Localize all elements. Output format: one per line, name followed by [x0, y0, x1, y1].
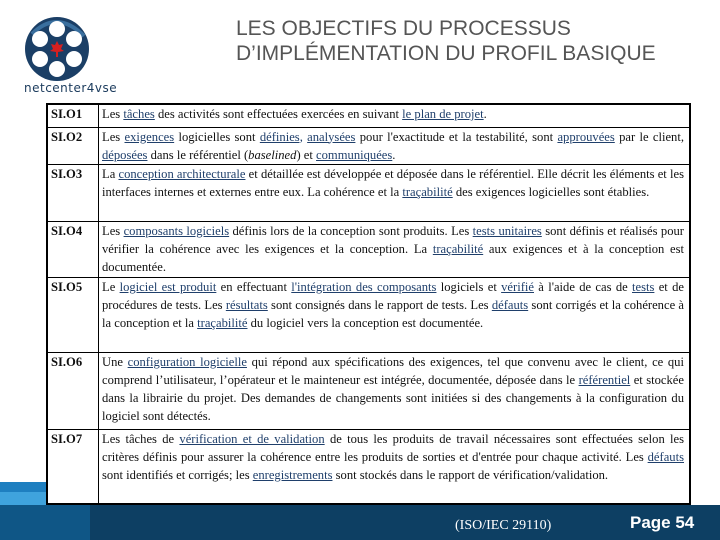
term-link[interactable]: logiciel est produit	[119, 279, 217, 294]
term-link[interactable]: vérification et de validation	[179, 431, 325, 446]
text-segment: définis lors de la conception sont produits. Les	[229, 223, 473, 238]
term-link[interactable]: défauts	[647, 449, 684, 464]
footer-standard: (ISO/IEC 29110)	[455, 518, 552, 533]
text-segment: et stockée dans la librairie du projet. Des demandes de changements sont initiées si des changements à la configuration du logiciel sont détectés.	[102, 372, 684, 423]
logo-text: netcenter4vse	[24, 81, 118, 95]
text-segment: .	[483, 107, 487, 121]
text-segment: baselined	[248, 147, 297, 162]
netcenter-logo-icon	[22, 14, 92, 84]
text-segment: .	[392, 147, 396, 162]
objective-id: SI.O2	[47, 127, 99, 164]
term-link[interactable]: approuvées	[557, 129, 615, 144]
text-segment: Le	[102, 279, 120, 294]
text-segment: sont identifiés et corrigés; les	[102, 467, 253, 482]
text-segment: sont stockés dans le rapport de vérification/validation.	[332, 467, 609, 482]
term-link[interactable]: résultats	[225, 297, 268, 312]
table-row	[47, 221, 690, 277]
term-link[interactable]: défauts	[491, 297, 529, 312]
table-row	[47, 104, 690, 127]
term-link[interactable]: traçabilité	[197, 315, 248, 330]
text-segment: pour l'exactitude et la testabilité, sont	[355, 129, 558, 144]
term-link[interactable]: référentiel	[578, 372, 631, 387]
objective-text	[99, 429, 691, 504]
objective-text	[99, 127, 691, 164]
table-row	[47, 277, 690, 352]
term-link[interactable]: le plan de projet	[402, 107, 484, 121]
term-link[interactable]: composants logiciels	[123, 223, 230, 238]
text-segment: dans le référentiel (	[147, 147, 249, 162]
text-segment: sont définis et réalisés pour vérifier la cohérence avec les exigences et la conception. La	[102, 223, 684, 256]
objective-text	[99, 277, 691, 352]
objective-text	[99, 352, 691, 429]
term-link[interactable]: vérifié	[501, 279, 534, 294]
text-segment: logiciels et	[436, 279, 502, 294]
objective-id: SI.O5	[47, 277, 99, 352]
term-link[interactable]: configuration logicielle	[127, 354, 247, 369]
table-row	[47, 429, 690, 504]
text-segment: du logiciel vers la conception est documentée.	[247, 315, 484, 330]
term-link[interactable]: enregistrements	[252, 467, 333, 482]
footer-bar	[0, 505, 720, 540]
text-segment: Les	[102, 129, 125, 144]
text-segment: sont consignés dans le rapport de tests. Les	[267, 297, 492, 312]
text-segment: par le client,	[614, 129, 684, 144]
text-segment: Une	[102, 354, 128, 369]
text-segment: ) et	[296, 147, 317, 162]
objectives-table	[46, 103, 691, 505]
text-segment: La	[102, 166, 119, 181]
term-link[interactable]: analysées	[307, 129, 356, 144]
term-link[interactable]: tâches	[123, 107, 155, 121]
term-link[interactable]: déposées	[102, 147, 148, 162]
objective-id: SI.O4	[47, 221, 99, 277]
page-number: Page 54	[630, 513, 695, 532]
text-segment: des activités sont effectuées exercées en suivant	[154, 107, 403, 121]
text-segment: Les tâches de	[102, 431, 180, 446]
text-segment: aux exigences et à la conception est documentée.	[102, 241, 684, 274]
text-segment: sont corrigés et la cohérence à la conception et la	[102, 297, 684, 330]
text-segment: Les	[102, 107, 124, 121]
objective-text	[99, 104, 691, 127]
text-segment: et de procédures de tests. Les	[102, 279, 684, 312]
objective-id: SI.O1	[47, 104, 99, 127]
footer-stripe	[0, 505, 90, 540]
term-link[interactable]: définies,	[259, 129, 303, 144]
term-link[interactable]: tests unitaires	[472, 223, 542, 238]
text-segment: des exigences logicielles sont établies.	[452, 184, 650, 199]
objective-id: SI.O3	[47, 164, 99, 221]
text-segment: qui répond aux spécifications des exigences, tel que convenu avec le client, ce qui comprend l’utilisateur, l’opérateur et le mainteneur est intégrée, documentée, déposée dans le	[102, 354, 684, 387]
text-segment: à l'aide de cas de	[534, 279, 633, 294]
objective-text	[99, 164, 691, 221]
table-row	[47, 352, 690, 429]
objective-id: SI.O6	[47, 352, 99, 429]
text-segment: Les	[102, 223, 124, 238]
slide-title	[236, 16, 656, 66]
term-link[interactable]: communiquées	[316, 147, 393, 162]
text-segment: logicielles sont	[174, 129, 260, 144]
table-row	[47, 164, 690, 221]
text-segment: de tous les produits de travail nécessaires sont effectuées selon les critères définis pour assurer la cohérence entre les produits de sorties et d'entrée pour chaque activité. Les	[102, 431, 685, 464]
objective-id: SI.O7	[47, 429, 99, 504]
term-link[interactable]: l'intégration des composants	[291, 279, 437, 294]
term-link[interactable]: tests	[632, 279, 655, 294]
title-line-1: LES OBJECTIFS DU PROCESSUS	[236, 17, 571, 40]
term-link[interactable]: conception architecturale	[118, 166, 246, 181]
table-row	[47, 127, 690, 164]
text-segment: et détaillée est développée et déposée dans le référentiel. Elle décrit les éléments et les interfaces internes et externes entre eux. La cohérence et la	[102, 166, 684, 199]
objective-text	[99, 221, 691, 277]
text-segment: en effectuant	[216, 279, 292, 294]
term-link[interactable]: traçabilité	[402, 184, 453, 199]
title-line-2: D’IMPLÉMENTATION DU PROFIL BASIQUE	[236, 42, 656, 65]
term-link[interactable]: exigences	[124, 129, 175, 144]
term-link[interactable]: traçabilité	[432, 241, 484, 256]
